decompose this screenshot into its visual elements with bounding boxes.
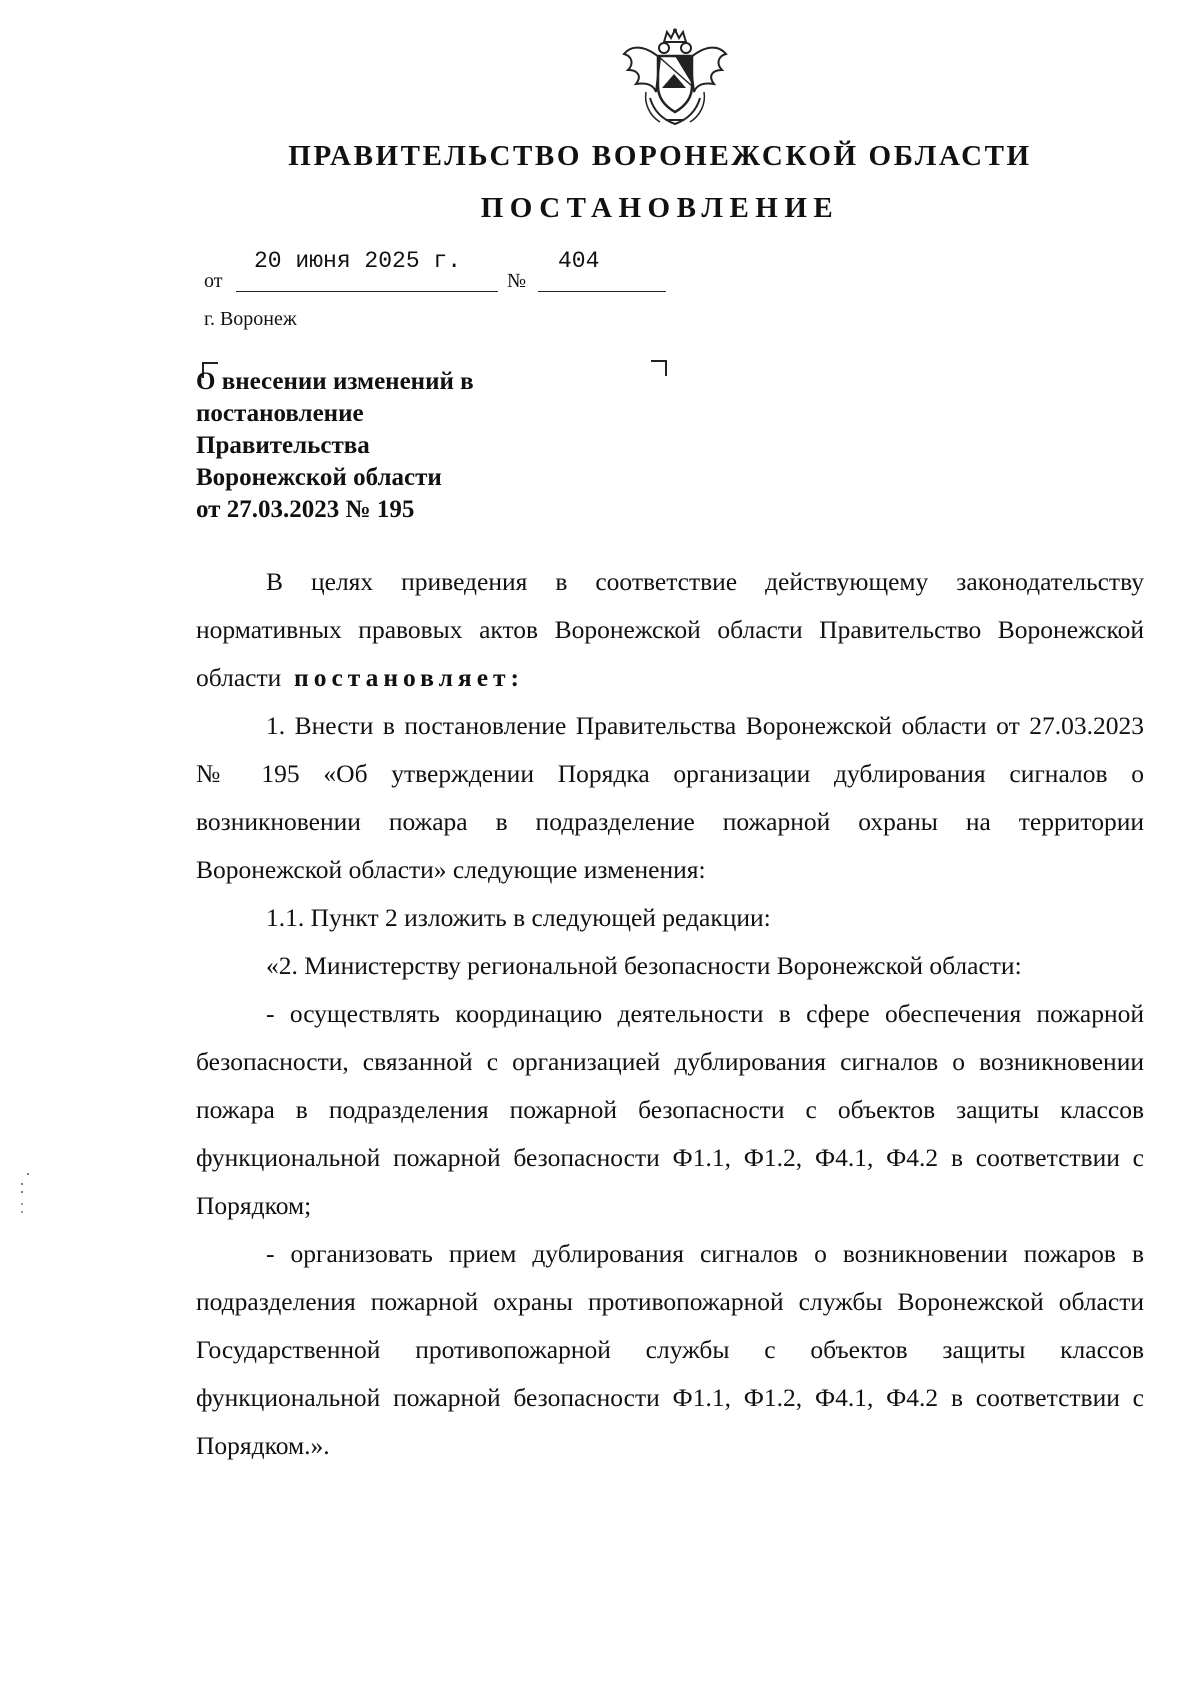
number-underline (538, 291, 666, 292)
preamble-text: В целях приведения в соответствие действующему законодательству нормативных правовых актов Воронежской области Правительство Воронежской области (196, 567, 1144, 692)
document-body (196, 558, 1144, 1470)
subject-corner-right (651, 360, 667, 376)
paragraph-1: 1. Внести в постановление Правительства Воронежской области от 27.03.2023 № 195 «Об утверждении Порядка организации дублирования сигналов о возникновении пожара в подразделение пожарной охраны на территории Воронежской области» следующие изменения: (196, 711, 1144, 884)
subject-line: постановление (196, 400, 364, 427)
document-subject (196, 366, 616, 526)
number-label: № (507, 270, 527, 292)
subject-line: от 27.03.2023 № 195 (196, 496, 415, 523)
scan-marks-icon (14, 1170, 34, 1220)
paragraph-1-1: 1.1. Пункт 2 изложить в следующей редакции: (266, 903, 771, 932)
coat-of-arms-icon (620, 28, 730, 128)
subject-line: Воронежской области (196, 464, 442, 491)
subject-line: О внесении изменений в (196, 368, 474, 395)
paragraph-2: «2. Министерству региональной безопасности Воронежской области: (266, 951, 1022, 980)
document-type-title: ПОСТАНОВЛЕНИЕ (480, 192, 840, 224)
city-label: г. Воронеж (204, 308, 297, 330)
date-value: 20 июня 2025 г. (254, 248, 462, 274)
date-underline (236, 291, 498, 292)
paragraph-coordination: - осуществлять координацию деятельности в сфере обеспечения пожарной безопасности, связанной с организацией дублирования сигналов о возникновении пожара в подразделения пожарной безопасности с объектов защиты классов функциональной пожарной безопасности Ф1.1, Ф1.2, Ф4.1, Ф4.2 в соответствии с Порядком; (196, 999, 1144, 1220)
date-label: от (204, 270, 223, 292)
subject-line: Правительства (196, 432, 370, 459)
paragraph-organize: - организовать прием дублирования сигналов о возникновении пожаров в подразделения пожарной охраны противопожарной службы Воронежской области Государственной противопожарной службы с объектов защиты классов функциональной пожарной безопасности Ф1.1, Ф1.2, Ф4.1, Ф4.2 в соответствии с Порядком.». (196, 1239, 1144, 1460)
date-number-row (204, 248, 904, 298)
number-value: 404 (558, 248, 600, 274)
decree-word: постановляет: (294, 663, 525, 692)
preamble-paragraph (196, 558, 1144, 702)
government-title: ПРАВИТЕЛЬСТВО ВОРОНЕЖСКОЙ ОБЛАСТИ (288, 140, 1032, 172)
